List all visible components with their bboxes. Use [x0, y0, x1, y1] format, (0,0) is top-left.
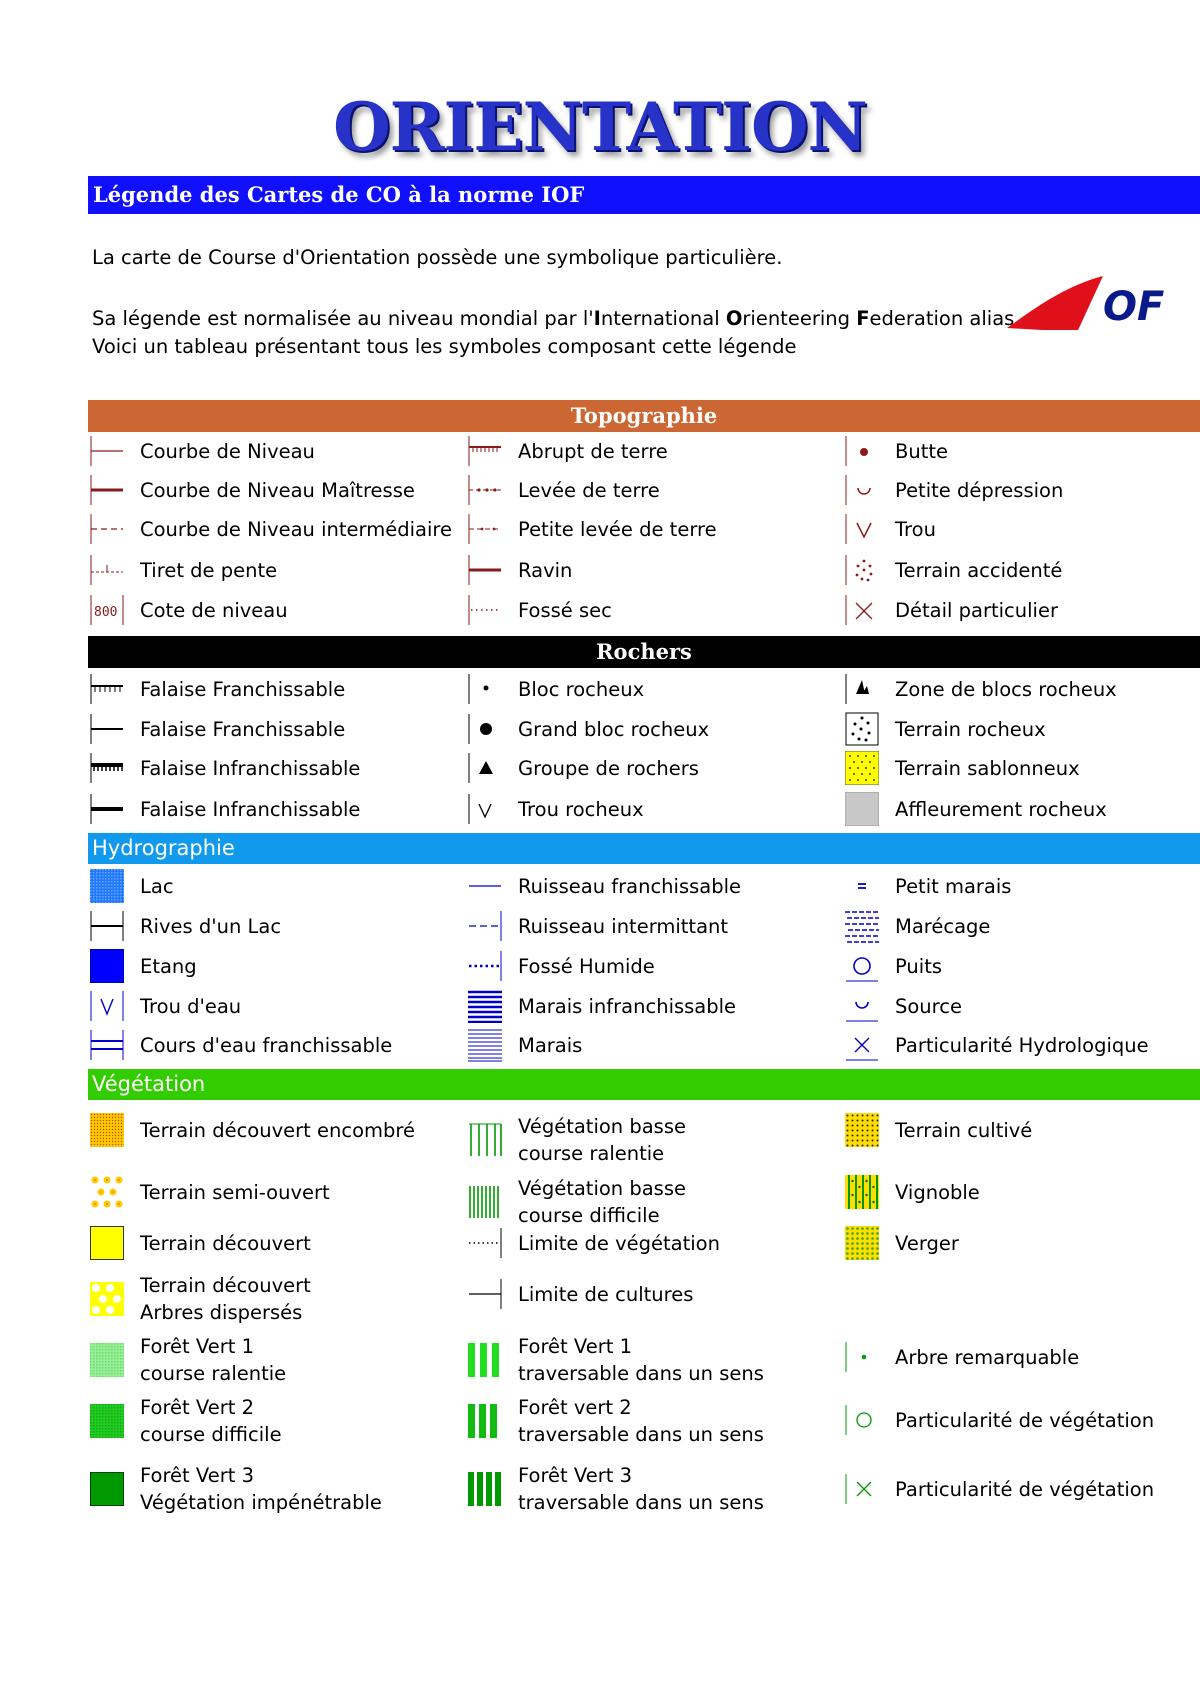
legend-tiret-pente: Tiret de pente: [90, 553, 277, 587]
knoll-icon: [845, 434, 879, 468]
legend-zone-blocs: Zone de blocs rocheux: [845, 672, 1117, 706]
sandy-ground-icon: [845, 751, 879, 785]
indistinct-marsh-icon: [845, 909, 879, 943]
rocky-pit-icon: [468, 792, 502, 826]
section-rochers: Rochers: [88, 636, 1200, 668]
undergrowth-difficult-icon: [468, 1185, 502, 1219]
cultivated-land-icon: [845, 1113, 879, 1147]
intro-line-2a: Sa légende est normalisée au niveau mondial par l': [92, 307, 594, 330]
intro-line-2: [92, 307, 1014, 330]
spot-height-value: 800: [94, 605, 118, 620]
legend-ravin: Ravin: [468, 553, 572, 587]
legend-levee-terre: Levée de terre: [468, 473, 660, 507]
legend-butte: Butte: [845, 434, 948, 468]
semi-open-land-icon: [90, 1175, 124, 1209]
legend-verger: Verger: [845, 1226, 959, 1260]
lake-icon: [90, 869, 124, 903]
crossable-watercourse-icon: [90, 1028, 124, 1062]
broken-ground-icon: [845, 553, 879, 587]
legend-terrain-decouvert-arbres: Terrain découvert Arbres dispersés: [90, 1272, 311, 1326]
legend-foret-vert-3-sens: Forêt Vert 3 traversable dans un sens: [468, 1462, 764, 1516]
legend-vignoble: Vignoble: [845, 1175, 980, 1209]
legend-particularite-hydro: Particularité Hydrologique: [845, 1028, 1149, 1062]
intro-initial-o: O: [725, 307, 743, 330]
orchard-icon: [845, 1226, 879, 1260]
page-title: ORIENTATION: [333, 88, 867, 166]
slow-run-forest-icon: [90, 1343, 124, 1377]
impassable-cliff-icon: [90, 751, 124, 785]
contour-line-icon: [90, 434, 124, 468]
seasonal-stream-icon: [468, 909, 502, 943]
legend-foret-vert-1: Forêt Vert 1 course ralentie: [90, 1333, 286, 1387]
legend-particularite-vegetation-2: Particularité de végétation: [845, 1472, 1154, 1506]
gully-icon: [468, 553, 502, 587]
legend-falaise-infranchissable-1: Falaise Infranchissable: [90, 751, 360, 785]
intro-line-1: La carte de Course d'Orientation possède une symbolique particulière.: [92, 246, 783, 269]
open-land-scattered-trees-icon: [90, 1282, 124, 1316]
legend-ruisseau-intermittant: Ruisseau intermittant: [468, 909, 728, 943]
difficult-forest-icon: [90, 1404, 124, 1438]
earth-wall-icon: [468, 473, 502, 507]
boulder-icon: [468, 672, 502, 706]
legend-marecage: Marécage: [845, 909, 990, 943]
legend-trou-eau: Trou d'eau: [90, 989, 241, 1023]
form-line-icon: [90, 512, 124, 546]
legend-particularite-vegetation-1: Particularité de végétation: [845, 1403, 1154, 1437]
intro-line-3: Voici un tableau présentant tous les symboles composant cette légende: [92, 335, 797, 358]
passable-cliff-plain-icon: [90, 712, 124, 746]
legend-trou: Trou: [845, 512, 936, 546]
legend-abrupt-terre: Abrupt de terre: [468, 434, 668, 468]
one-way-forest-1-icon: [468, 1343, 502, 1377]
legend-vegetation-basse-difficile: Végétation basse course difficile: [468, 1175, 686, 1229]
dry-ditch-icon: [468, 593, 502, 627]
pond-icon: [90, 949, 124, 983]
one-way-forest-2-icon: [468, 1404, 502, 1438]
bare-rock-icon: [845, 792, 879, 826]
legend-terrain-rocheux: Terrain rocheux: [845, 712, 1046, 746]
legend-courbe-niveau: Courbe de Niveau: [90, 434, 315, 468]
legend-fosse-sec: Fossé sec: [468, 593, 612, 627]
header-bar: Légende des Cartes de CO à la norme IOF: [88, 176, 1200, 214]
intro-word-international: nternational: [600, 307, 726, 330]
marsh-icon: [468, 1028, 502, 1062]
rough-open-land-icon: [90, 1113, 124, 1147]
pit-icon: [845, 512, 879, 546]
wet-ditch-icon: [468, 949, 502, 983]
legend-terrain-decouvert: Terrain découvert: [90, 1226, 311, 1260]
legend-grand-bloc: Grand bloc rocheux: [468, 712, 709, 746]
legend-affleurement: Affleurement rocheux: [845, 792, 1107, 826]
small-earth-wall-icon: [468, 512, 502, 546]
intro-initial-i: I: [593, 307, 601, 330]
special-feature-icon: [845, 593, 879, 627]
lake-shore-icon: [90, 909, 124, 943]
legend-fosse-humide: Fossé Humide: [468, 949, 655, 983]
undergrowth-slow-icon: [468, 1123, 502, 1157]
legend-vegetation-basse-ralentie: Végétation basse course ralentie: [468, 1113, 686, 1167]
legend-terrain-decouvert-encombre: Terrain découvert encombré: [90, 1113, 415, 1147]
iof-logo-text: OF: [1103, 284, 1165, 330]
legend-terrain-accidente: Terrain accidenté: [845, 553, 1062, 587]
boulder-field-icon: [845, 672, 879, 706]
legend-falaise-franchissable-2: Falaise Franchissable: [90, 712, 345, 746]
depression-icon: [845, 473, 879, 507]
legend-limite-cultures: Limite de cultures: [468, 1277, 693, 1311]
large-boulder-icon: [468, 712, 502, 746]
legend-terrain-semi-ouvert: Terrain semi-ouvert: [90, 1175, 330, 1209]
impassable-marsh-icon: [468, 989, 502, 1023]
legend-marais: Marais: [468, 1028, 582, 1062]
open-land-icon: [90, 1226, 124, 1260]
impassable-cliff-plain-icon: [90, 792, 124, 826]
section-hydrographie: Hydrographie: [88, 833, 1200, 864]
one-way-forest-3-icon: [468, 1472, 502, 1506]
legend-foret-vert-2-sens: Forêt vert 2 traversable dans un sens: [468, 1394, 764, 1448]
section-vegetation: Végétation: [88, 1069, 1200, 1100]
intro-word-orienteering: rienteering: [742, 307, 857, 330]
legend-petite-levee: Petite levée de terre: [468, 512, 717, 546]
legend-courbe-intermediaire: Courbe de Niveau intermédiaire: [90, 512, 452, 546]
legend-ruisseau-franchissable: Ruisseau franchissable: [468, 869, 741, 903]
legend-petit-marais: Petit marais: [845, 869, 1011, 903]
section-topographie: Topographie: [88, 400, 1200, 432]
well-icon: [845, 949, 879, 983]
boulder-cluster-icon: [468, 751, 502, 785]
slope-line-icon: [90, 553, 124, 587]
legend-arbre-remarquable: Arbre remarquable: [845, 1340, 1079, 1374]
cultivation-boundary-icon: [468, 1277, 502, 1311]
legend-etang: Etang: [90, 949, 197, 983]
legend-puits: Puits: [845, 949, 942, 983]
index-contour-icon: [90, 473, 124, 507]
stream-icon: [468, 869, 502, 903]
legend-terrain-cultive: Terrain cultivé: [845, 1113, 1032, 1147]
legend-foret-vert-3: Forêt Vert 3 Végétation impénétrable: [90, 1462, 382, 1516]
vegetation-boundary-icon: [468, 1226, 502, 1260]
legend-falaise-infranchissable-2: Falaise Infranchissable: [90, 792, 360, 826]
vineyard-icon: [845, 1175, 879, 1209]
waterhole-icon: [90, 989, 124, 1023]
legend-foret-vert-1-sens: Forêt Vert 1 traversable dans un sens: [468, 1333, 764, 1387]
vegetation-feature-cross-icon: [845, 1472, 879, 1506]
intro-initial-f: F: [856, 307, 870, 330]
legend-lac: Lac: [90, 869, 174, 903]
small-marsh-icon: [845, 869, 879, 903]
passable-cliff-icon: [90, 672, 124, 706]
legend-marais-infranchissable: Marais infranchissable: [468, 989, 736, 1023]
legend-source: Source: [845, 989, 962, 1023]
legend-trou-rocheux: Trou rocheux: [468, 792, 644, 826]
legend-detail-particulier: Détail particulier: [845, 593, 1058, 627]
legend-cote-niveau: 800 Cote de niveau: [90, 593, 288, 627]
legend-rives-lac: Rives d'un Lac: [90, 909, 281, 943]
legend-terrain-sablonneux: Terrain sablonneux: [845, 751, 1080, 785]
legend-limite-vegetation: Limite de végétation: [468, 1226, 720, 1260]
spring-icon: [845, 989, 879, 1023]
water-feature-icon: [845, 1028, 879, 1062]
distinct-tree-icon: [845, 1340, 879, 1374]
legend-foret-vert-2: Forêt Vert 2 course difficile: [90, 1394, 282, 1448]
legend-petite-depression: Petite dépression: [845, 473, 1063, 507]
stony-ground-icon: [845, 712, 879, 746]
legend-cours-eau: Cours d'eau franchissable: [90, 1028, 392, 1062]
legend-bloc-rocheux: Bloc rocheux: [468, 672, 644, 706]
impenetrable-forest-icon: [90, 1472, 124, 1506]
spot-height-icon: [90, 593, 124, 627]
earth-bank-icon: [468, 434, 502, 468]
iof-logo: [1005, 270, 1165, 330]
legend-falaise-franchissable-1: Falaise Franchissable: [90, 672, 345, 706]
legend-groupe-rochers: Groupe de rochers: [468, 751, 699, 785]
intro-word-federation: ederation alias: [869, 307, 1015, 330]
legend-courbe-maitresse: Courbe de Niveau Maîtresse: [90, 473, 415, 507]
vegetation-feature-circle-icon: [845, 1403, 879, 1437]
